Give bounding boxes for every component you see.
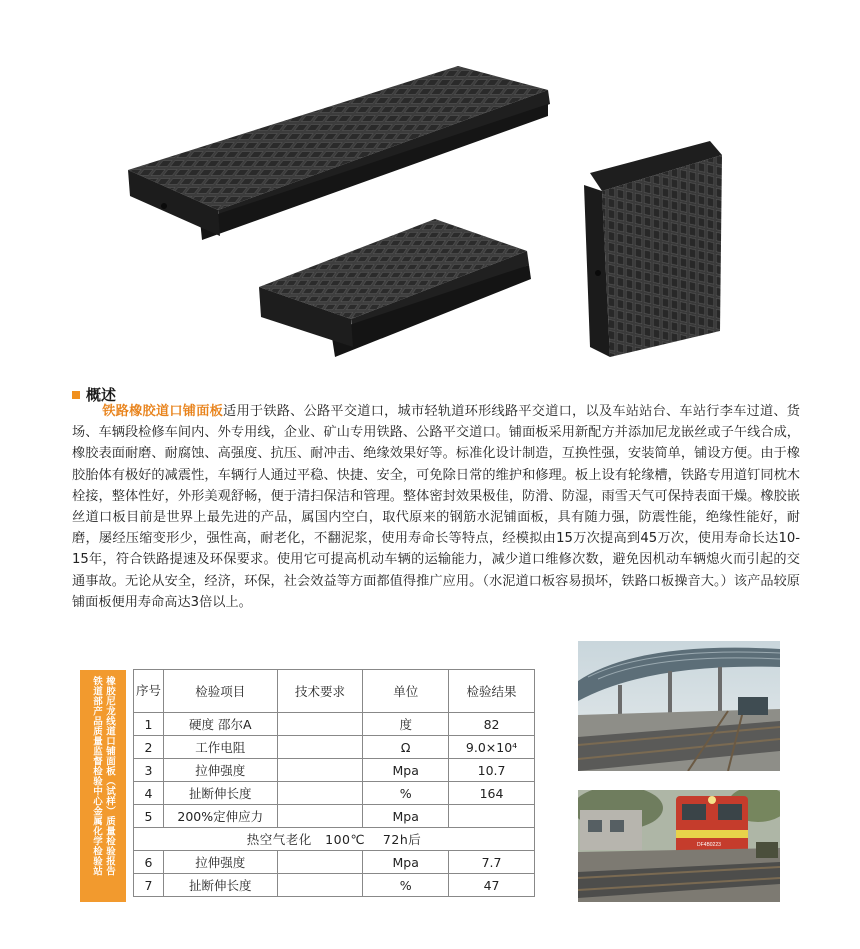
table-row: [134, 874, 535, 897]
header-result: 检验结果: [449, 670, 535, 713]
overview-paragraph: [72, 401, 800, 613]
inspection-station-text: 铁道部产品质量监督检验中心金属化学检验站: [91, 676, 102, 876]
row-no: 5: [134, 805, 164, 828]
row-result: 7.7: [449, 851, 535, 874]
row-item: 工作电阻: [163, 736, 277, 759]
row-unit: Ω: [363, 736, 449, 759]
aging-condition-text: 热空气老化 100℃ 72h后: [134, 828, 535, 851]
row-no: 6: [134, 851, 164, 874]
row-result: 82: [449, 713, 535, 736]
table-row: [134, 713, 535, 736]
row-item: 硬度 邵尔A: [163, 713, 277, 736]
locomotive-plate: DF4B0223: [697, 842, 721, 848]
row-item: 200%定伸应力: [163, 805, 277, 828]
row-no: 2: [134, 736, 164, 759]
header-no: 序号: [134, 670, 164, 713]
bullet-square-icon: [72, 391, 80, 399]
row-unit: 度: [363, 713, 449, 736]
station-installation-photo: [578, 641, 780, 771]
row-no: 4: [134, 782, 164, 805]
table-row: [134, 805, 535, 828]
row-unit: %: [363, 782, 449, 805]
overview-heading-text: 概述: [86, 386, 117, 404]
header-item: 检验项目: [163, 670, 277, 713]
aging-condition-row: [134, 828, 535, 851]
vertical-panel-image: [580, 125, 725, 360]
table-row: [134, 851, 535, 874]
row-item: 扯断伸长度: [163, 874, 277, 897]
header-requirement: 技术要求: [277, 670, 363, 713]
table-row: [134, 782, 535, 805]
row-result: 10.7: [449, 759, 535, 782]
row-result: 47: [449, 874, 535, 897]
row-result: 164: [449, 782, 535, 805]
row-requirement: [277, 759, 363, 782]
row-unit: Mpa: [363, 805, 449, 828]
inspection-report-label: [80, 670, 126, 902]
short-crossing-panel-image: [255, 215, 535, 365]
report-title-text: 橡胶尼龙线道口铺面板（试样）质量检验报告: [104, 676, 115, 876]
row-requirement: [277, 874, 363, 897]
overview-body-text: 适用于铁路、公路平交道口，城市轻轨道环形线路平交道口，以及车站站台、车站行李车过道、货场、车辆段检修车间内、外专用线，企业、矿山专用铁路、公路平交道口。铺面板采用新配方并添加尼龙嵌丝或子午线合成，橡胶表面耐磨、耐腐蚀、高强度、抗压、耐冲击、绝缘效果好等。标准化设计制造，互换性强，安装简单，铺设方便。由于橡胶胎体有极好的减震性，车辆行人通过平稳、快捷、安全，可免除日常的维护和修理。板上设有轮缘槽，铁路专用道钉同枕木栓接，整体性好，外形美观舒畅，便于清扫保洁和管理。整体密封效果极佳，防滑、防湿，雨雪天气可保持表面干燥。橡胶嵌丝道口板目前是世界上最先进的产品，属国内空白，取代原来的钢筋水泥铺面板，具有随力强，防震性能，绝缘性能好，耐磨，屡经压缩变形少，强性高，耐老化，不翻泥浆，使用寿命长等特点，经模拟由15万次提高到45万次，使用寿命长达10-15年，符合铁路提速及环保要求。使用它可提高机动车辆的运输能力，减少道口维修次数，避免因机动车辆熄火而引起的交通事故。无论从安全，经济，环保，社会效益等方面都值得推广应用。（水泥道口板容易损坏，铁路口板操音大。）该产品较原铺面板便用寿命高达3倍以上。: [72, 404, 800, 610]
row-result: [449, 805, 535, 828]
table-row: [134, 736, 535, 759]
row-result: 9.0×10⁴: [449, 736, 535, 759]
row-unit: %: [363, 874, 449, 897]
product-name: 铁路橡胶道口铺面板: [102, 404, 224, 419]
row-item: 扯断伸长度: [163, 782, 277, 805]
row-item: 拉伸强度: [163, 759, 277, 782]
header-unit: 单位: [363, 670, 449, 713]
row-item: 拉伸强度: [163, 851, 277, 874]
row-no: 1: [134, 713, 164, 736]
table-header-row: [134, 670, 535, 713]
locomotive-crossing-photo: [578, 790, 780, 902]
row-requirement: [277, 736, 363, 759]
table-row: [134, 759, 535, 782]
inspection-results-table: [133, 669, 535, 897]
row-unit: Mpa: [363, 851, 449, 874]
row-requirement: [277, 805, 363, 828]
row-requirement: [277, 713, 363, 736]
row-requirement: [277, 851, 363, 874]
row-no: 7: [134, 874, 164, 897]
row-requirement: [277, 782, 363, 805]
row-no: 3: [134, 759, 164, 782]
row-unit: Mpa: [363, 759, 449, 782]
